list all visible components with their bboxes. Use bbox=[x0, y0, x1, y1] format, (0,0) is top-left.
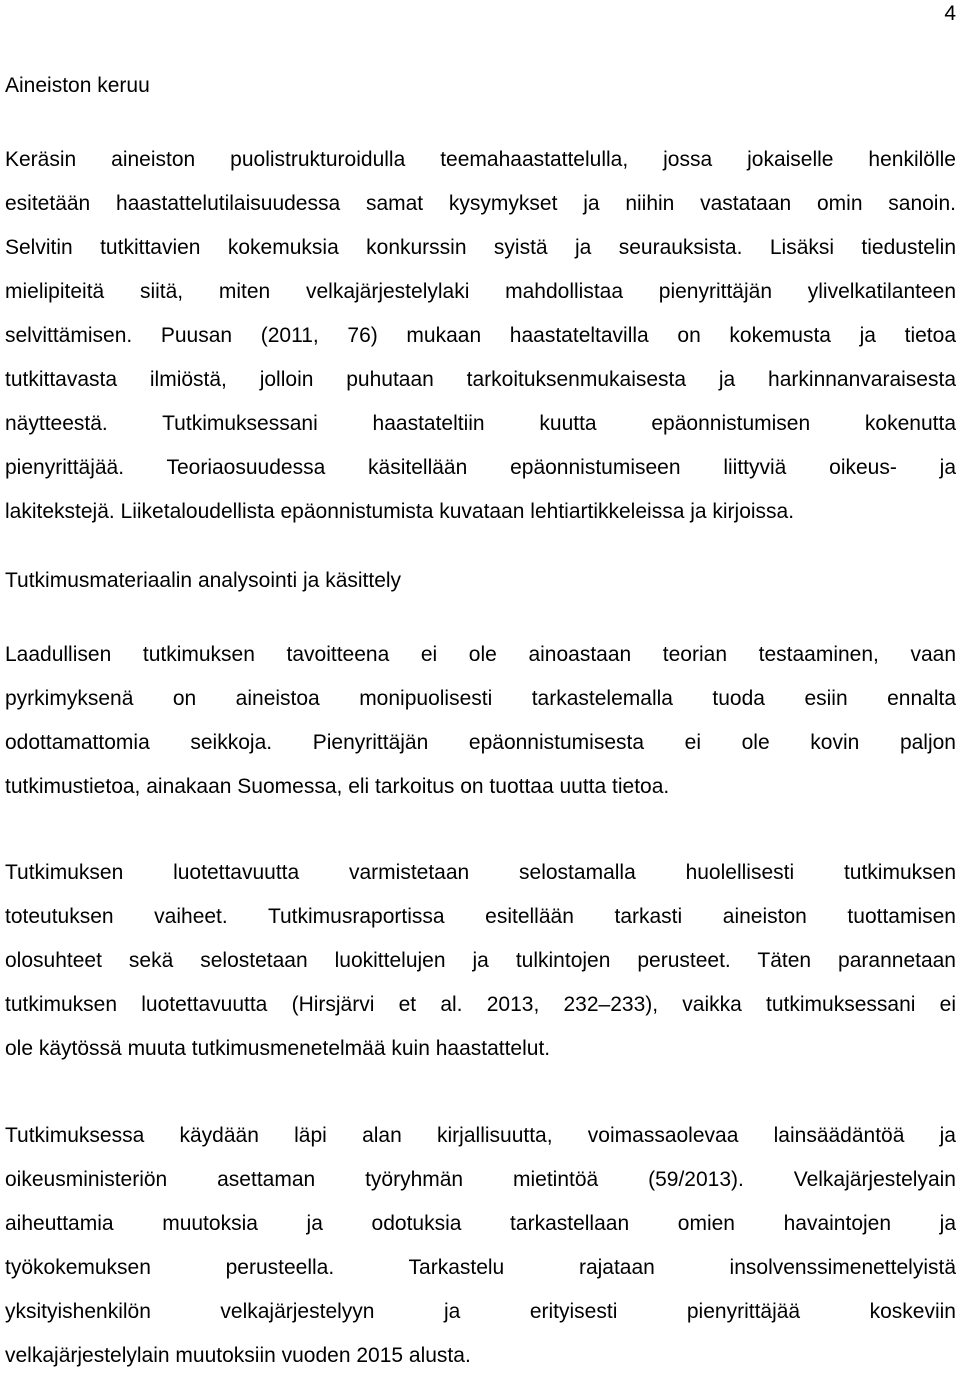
section-heading-aineiston-keruu: Aineiston keruu bbox=[5, 74, 150, 97]
text-line: olosuhteet sekä selostetaan luokittelujen ja tulkintojen perusteet. Täten parannetaan bbox=[5, 949, 956, 972]
text-line: toteutuksen vaiheet. Tutkimusraportissa esitellään tarkasti aineiston tuottamisen bbox=[5, 905, 956, 928]
text-line: pienyrittäjää. Teoriaosuudessa käsitellään epäonnistumiseen liittyviä oikeus- ja bbox=[5, 456, 956, 479]
text-line: selvittämisen. Puusan (2011, 76) mukaan haastateltavilla on kokemusta ja tietoa bbox=[5, 324, 956, 347]
text-line: lakitekstejä. Liiketaloudellista epäonnistumista kuvataan lehtiartikkeleissa ja kirjoissa. bbox=[5, 500, 795, 523]
text-line: odottamattomia seikkoja. Pienyrittäjän epäonnistumisesta ei ole kovin paljon bbox=[5, 731, 956, 754]
text-line: Tutkimuksessa käydään läpi alan kirjallisuutta, voimassaolevaa lainsäädäntöä ja bbox=[5, 1124, 956, 1147]
paragraph-laadullinen-tutkimus bbox=[5, 633, 956, 809]
text-line: työkokemuksen perusteella. Tarkastelu rajataan insolvenssimenettelyistä bbox=[5, 1256, 956, 1279]
page-number: 4 bbox=[944, 2, 956, 25]
text-line: tutkittavasta ilmiöstä, jolloin puhutaan tarkoituksenmukaisesta ja harkinnanvaraisesta bbox=[5, 368, 956, 391]
text-line: ole käytössä muuta tutkimusmenetelmää kuin haastattelut. bbox=[5, 1037, 551, 1060]
text-line: tutkimustietoa, ainakaan Suomessa, eli tarkoitus on tuottaa uutta tietoa. bbox=[5, 775, 670, 798]
text-line: Keräsin aineiston puolistrukturoidulla teemahaastattelulla, jossa jokaiselle henkilölle bbox=[5, 148, 956, 171]
text-line: tutkimuksen luotettavuutta (Hirsjärvi et al. 2013, 232–233), vaikka tutkimuksessani ei bbox=[5, 993, 956, 1016]
text-line: aiheuttamia muutoksia ja odotuksia tarkastellaan omien havaintojen ja bbox=[5, 1212, 956, 1235]
text-line: näytteestä. Tutkimuksessani haastateltiin kuutta epäonnistumisen kokenutta bbox=[5, 412, 956, 435]
text-line: mielipiteitä siitä, miten velkajärjestelylaki mahdollistaa pienyrittäjän ylivelkatilanteen bbox=[5, 280, 956, 303]
section-heading-analysointi: Tutkimusmateriaalin analysointi ja käsittely bbox=[5, 569, 402, 592]
paragraph-kirjallisuus bbox=[5, 1114, 956, 1378]
text-line: yksityishenkilön velkajärjestelyyn ja erityisesti pienyrittäjää koskeviin bbox=[5, 1300, 956, 1323]
paragraph-luotettavuus bbox=[5, 851, 956, 1071]
text-line: Laadullisen tutkimuksen tavoitteena ei ole ainoastaan teorian testaaminen, vaan bbox=[5, 643, 956, 666]
text-line: Tutkimuksen luotettavuutta varmistetaan selostamalla huolellisesti tutkimuksen bbox=[5, 861, 956, 884]
text-line: velkajärjestelylain muutoksiin vuoden 2015 alusta. bbox=[5, 1344, 471, 1367]
text-line: esitetään haastattelutilaisuudessa samat kysymykset ja niihin vastataan omin sanoin. bbox=[5, 192, 956, 215]
text-line: Selvitin tutkittavien kokemuksia konkurssin syistä ja seurauksista. Lisäksi tiedustelin bbox=[5, 236, 956, 259]
text-line: pyrkimyksenä on aineistoa monipuolisesti tarkastelemalla tuoda esiin ennalta bbox=[5, 687, 956, 710]
paragraph-aineiston-keruu bbox=[5, 138, 956, 534]
text-line: oikeusministeriön asettaman työryhmän mietintöä (59/2013). Velkajärjestelyain bbox=[5, 1168, 956, 1191]
